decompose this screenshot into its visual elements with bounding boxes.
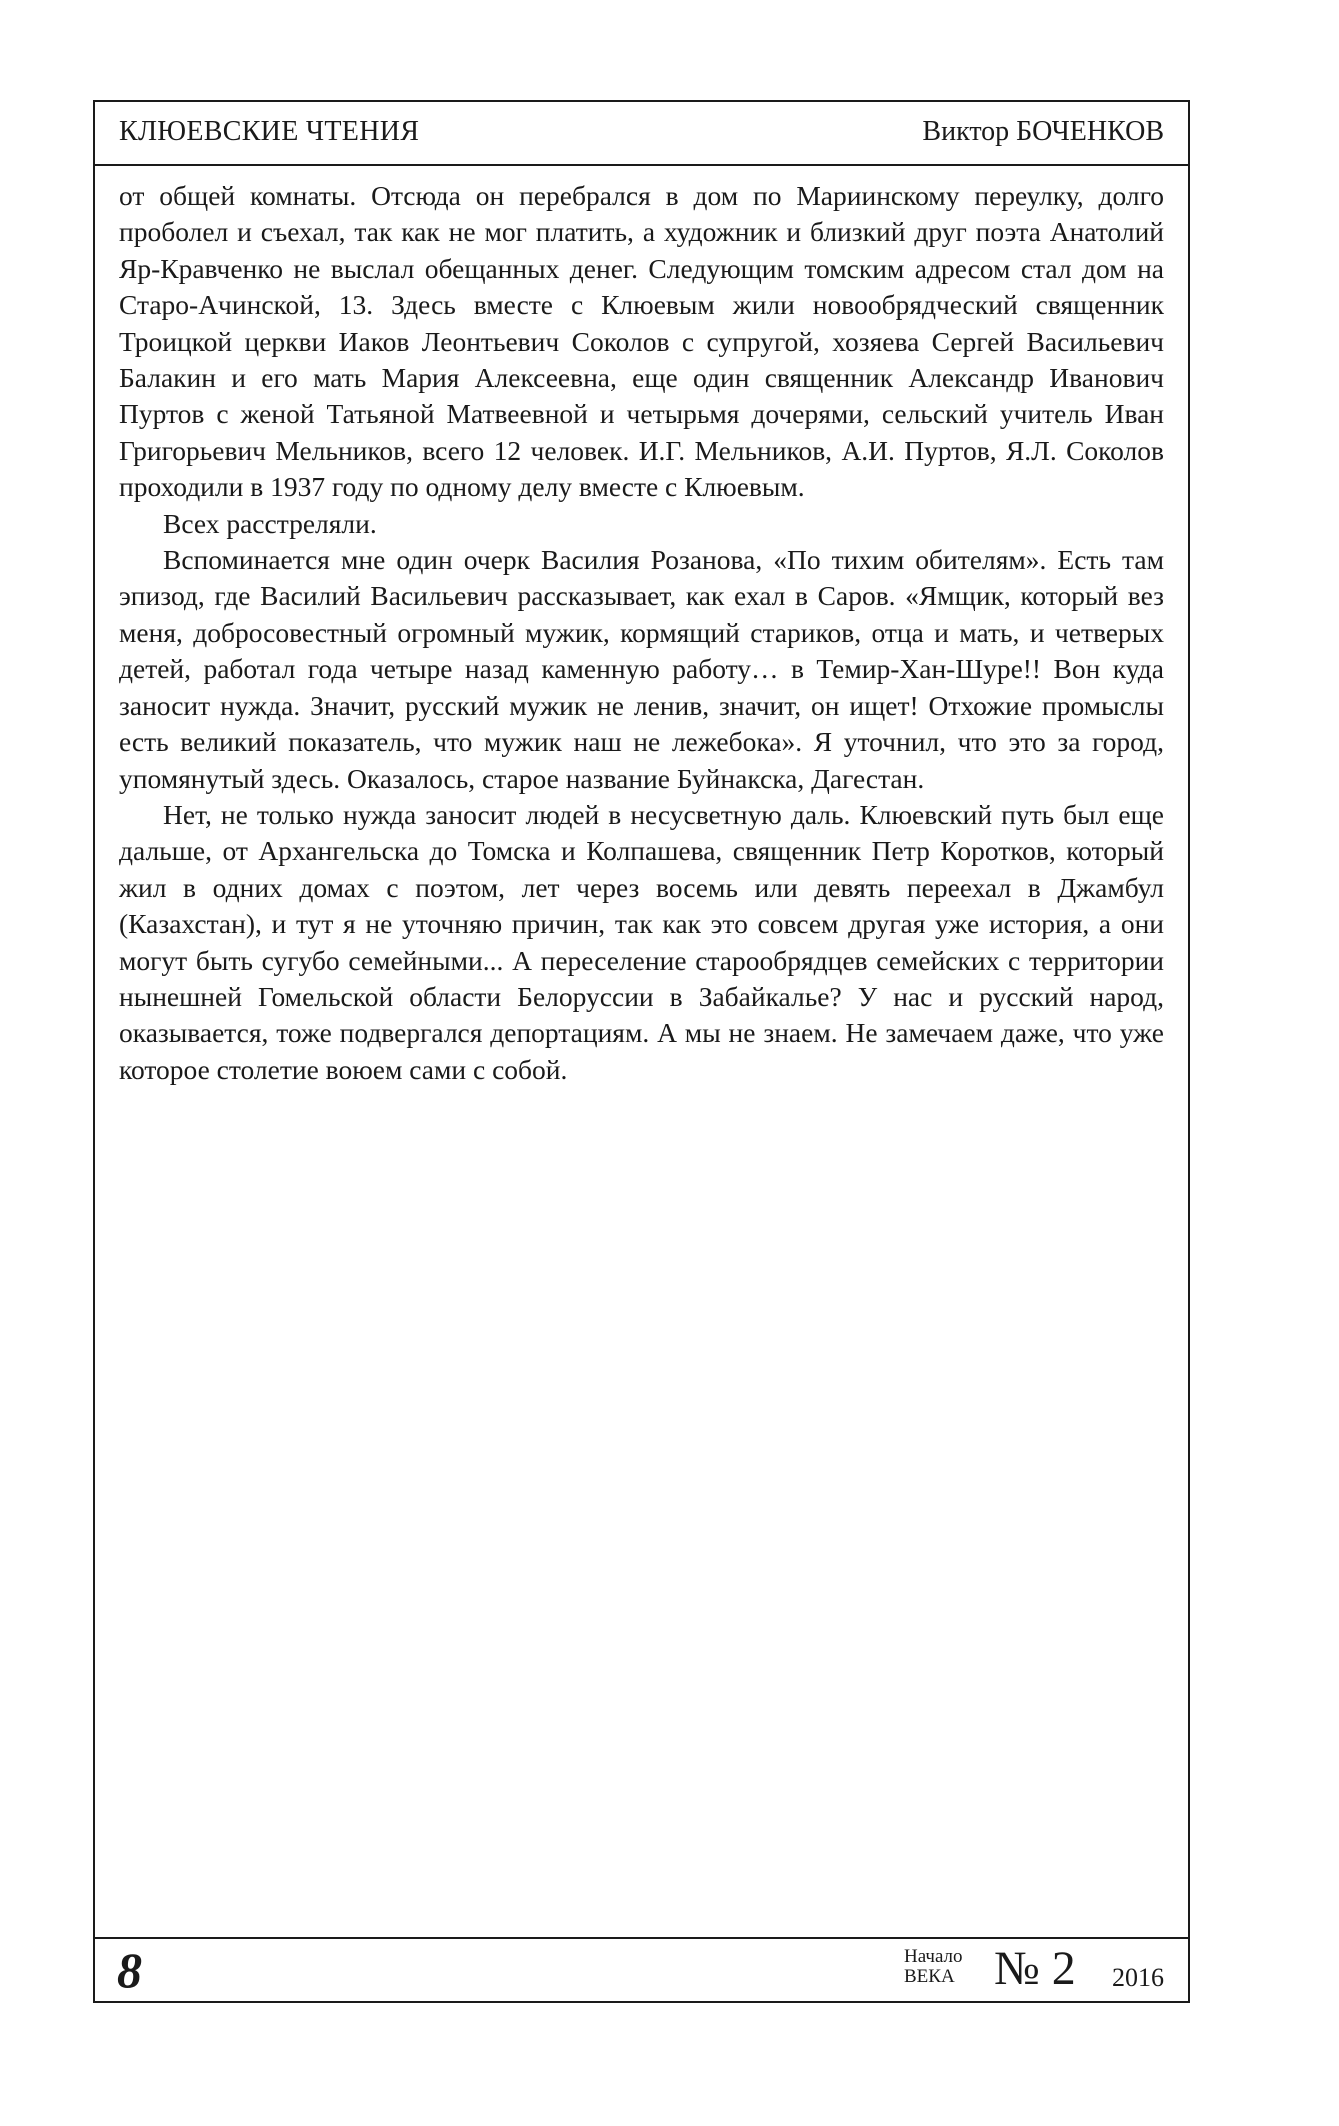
journal-name (904, 1947, 963, 1987)
article-body (119, 178, 1164, 1088)
journal-imprint (904, 1941, 1164, 2001)
journal-name-line1: Начало (904, 1946, 963, 1967)
running-footer (95, 1937, 1188, 2001)
series-title: КЛЮЕВСКИЕ ЧТЕНИЯ (119, 116, 420, 147)
issue-year: 2016 (1112, 1963, 1164, 1992)
paragraph: Нет, не только нужда заносит людей в несусветную даль. Клюевский путь был еще дальше, от Архангельска до Томска и Колпашева, священник Петр Коротков, который жил в одних домах с поэтом, лет через восемь или девять переехал в Джамбул (Казахстан), и тут я не уточняю причин, так как это совсем другая уже история, а они могут быть сугубо семейными... А переселение старообрядцев семейских с территории нынешней Гомельской области Белоруссии в Забайкалье? У нас и русский народ, оказывается, тоже подвергался депортациям. А мы не знаем. Не замечаем даже, что уже которое столетие воюем сами с собой. (119, 798, 1164, 1085)
page-frame (93, 100, 1190, 2003)
running-header (95, 102, 1188, 166)
paragraph: Всех расстреляли. (163, 507, 377, 539)
paragraph: от общей комнаты. Отсюда он перебрался в дом по Мариинскому переулку, долго проболел и съехал, так как не мог платить, а художник и близкий друг поэта Анатолий Яр-Кравченко не выслал обещанных денег. Следующим томским адресом стал дом на Старо-Ачинской, 13. Здесь вместе с Клюевым жили новообрядческий священник Троицкой церкви Иаков Леонтьевич Соколов с супругой, хозяева Сергей Васильевич Балакин и его мать Мария Алексеевна, еще один священник Александр Иванович Пуртов с женой Татьяной Матвеевной и четырьмя дочерями, сельский учитель Иван Григорьевич Мельников, всего 12 человек. И.Г. Мельников, А.И. Пуртов, Я.Л. Соколов проходили в 1937 году по одному делу вместе с Клюевым. (119, 180, 1164, 503)
author-name: Виктор БОЧЕНКОВ (922, 116, 1164, 147)
journal-name-line2: ВЕКА (904, 1966, 955, 1987)
page-number: 8 (117, 1942, 142, 1998)
paragraph: Вспоминается мне один очерк Василия Розанова, «По тихим обителям». Есть там эпизод, где Василий Васильевич рассказывает, как ехал в Саров. «Ямщик, который вез меня, добросовестный огромный мужик, кормящий стариков, отца и мать, и четверых детей, работал года четыре назад каменную работу… в Темир-Хан-Шуре!! Вон куда заносит нужда. Значит, русский мужик не ленив, значит, он ищет! Отхожие промыслы есть великий показатель, что мужик наш не лежебока». Я уточнил, что это за город, упомянутый здесь. Оказалось, старое название Буйнакска, Дагестан. (119, 544, 1164, 794)
issue-number: № 2 (994, 1942, 1076, 1995)
